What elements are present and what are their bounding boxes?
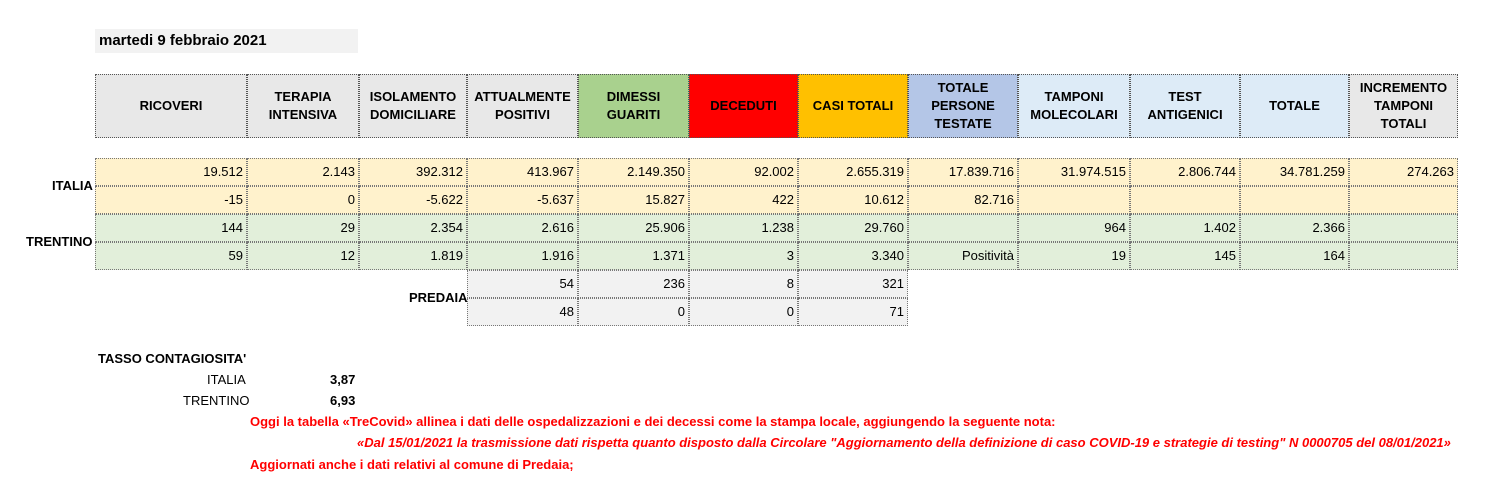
note-line-2: «Dal 15/01/2021 la trasmissione dati rispetta quanto disposto dalla Circolare "Aggiornamento della definizione di caso COVID-19 e strategie di testing" N 0000705 del 08/01/2021» (357, 435, 1451, 450)
trentino-row-1-cell[interactable]: 964 (1018, 214, 1130, 242)
italia-row-1-cell[interactable]: 2.149.350 (578, 158, 689, 186)
trentino-row-1-cell[interactable]: 1.402 (1130, 214, 1240, 242)
trentino-row-1-cell[interactable]: 29.760 (798, 214, 908, 242)
trentino-row-1-cell[interactable]: 2.616 (467, 214, 578, 242)
trentino-row-2-cell[interactable]: 19 (1018, 242, 1130, 270)
italia-row-1-cell[interactable]: 19.512 (95, 158, 247, 186)
trentino-row-1-cell[interactable]: 25.906 (578, 214, 689, 242)
predaia-row-2-cell[interactable]: 48 (467, 298, 578, 326)
trentino-row-1-cell[interactable] (1349, 214, 1458, 242)
italia-row-1-cell[interactable]: 392.312 (359, 158, 467, 186)
tasso-italia-label: ITALIA (207, 372, 246, 387)
italia-label: ITALIA (52, 178, 93, 193)
header-ricoveri[interactable]: RICOVERI (95, 74, 247, 138)
header-deceduti[interactable]: DECEDUTI (689, 74, 798, 138)
tasso-title: TASSO CONTAGIOSITA' (98, 351, 247, 366)
italia-row-1-cell[interactable]: 92.002 (689, 158, 798, 186)
header-isolamento-domiciliare[interactable]: ISOLAMENTO DOMICILIARE (359, 74, 467, 138)
date-cell[interactable]: martedi 9 febbraio 2021 (95, 29, 358, 53)
italia-row-1-cell[interactable]: 274.263 (1349, 158, 1458, 186)
trentino-row-2-cell[interactable]: 1.371 (578, 242, 689, 270)
trentino-row-2-cell[interactable]: 164 (1240, 242, 1349, 270)
tasso-italia-value: 3,87 (330, 372, 356, 387)
trentino-row-2-cell[interactable]: 1.819 (359, 242, 467, 270)
italia-row-2-cell[interactable] (1130, 186, 1240, 214)
note-line-1: Oggi la tabella «TreCovid» allinea i dati delle ospedalizzazioni e dei decessi come la stampa locale, aggiungendo la seguente nota: (250, 414, 1056, 429)
tasso-trentino-value: 6,93 (330, 393, 356, 408)
predaia-row-2-cell[interactable]: 0 (689, 298, 798, 326)
header-totale-persone-testate[interactable]: TOTALE PERSONE TESTATE (908, 74, 1018, 138)
italia-row-2-cell[interactable]: 0 (247, 186, 359, 214)
trentino-row-2-cell[interactable]: 12 (247, 242, 359, 270)
header-casi-totali[interactable]: CASI TOTALI (798, 74, 908, 138)
italia-row-2-cell[interactable] (1240, 186, 1349, 214)
italia-row-2-cell[interactable]: 10.612 (798, 186, 908, 214)
italia-row-2-cell[interactable]: 422 (689, 186, 798, 214)
header-incremento-tamponi-totali[interactable]: INCREMENTO TAMPONI TOTALI (1349, 74, 1458, 138)
trentino-row-2-cell[interactable]: 3.340 (798, 242, 908, 270)
italia-row-2-cell[interactable]: 82.716 (908, 186, 1018, 214)
header-attualmente-positivi[interactable]: ATTUALMENTE POSITIVI (467, 74, 578, 138)
italia-row-1-cell[interactable]: 17.839.716 (908, 158, 1018, 186)
italia-row-2-cell[interactable] (1349, 186, 1458, 214)
predaia-row-1-cell[interactable]: 321 (798, 270, 908, 298)
trentino-row-1-cell[interactable]: 1.238 (689, 214, 798, 242)
header-totale[interactable]: TOTALE (1240, 74, 1349, 138)
trentino-row-2-cell[interactable]: 145 (1130, 242, 1240, 270)
trentino-row-2-cell[interactable]: 3 (689, 242, 798, 270)
trentino-row-1-cell[interactable]: 144 (95, 214, 247, 242)
predaia-row-2-cell[interactable]: 71 (798, 298, 908, 326)
header-terapia-intensiva[interactable]: TERAPIA INTENSIVA (247, 74, 359, 138)
italia-row-1-cell[interactable]: 2.655.319 (798, 158, 908, 186)
header-test-antigenici[interactable]: TEST ANTIGENICI (1130, 74, 1240, 138)
italia-row-1-cell[interactable]: 413.967 (467, 158, 578, 186)
predaia-row-1-cell[interactable]: 8 (689, 270, 798, 298)
italia-row-1-cell[interactable]: 2.806.744 (1130, 158, 1240, 186)
header-tamponi-molecolari[interactable]: TAMPONI MOLECOLARI (1018, 74, 1130, 138)
predaia-row-1-cell[interactable]: 236 (578, 270, 689, 298)
trentino-label: TRENTINO (26, 234, 93, 249)
note-line-3: Aggiornati anche i dati relativi al comune di Predaia; (250, 457, 574, 472)
italia-row-1-cell[interactable]: 34.781.259 (1240, 158, 1349, 186)
header-dimessi-guariti[interactable]: DIMESSI GUARITI (578, 74, 689, 138)
trentino-row-1-cell[interactable] (908, 214, 1018, 242)
italia-row-2-cell[interactable]: -5.622 (359, 186, 467, 214)
predaia-row-1-cell[interactable]: 54 (467, 270, 578, 298)
italia-row-2-cell[interactable]: -5.637 (467, 186, 578, 214)
trentino-row-2-cell[interactable]: 59 (95, 242, 247, 270)
trentino-row-1-cell[interactable]: 2.354 (359, 214, 467, 242)
predaia-row-2-cell[interactable]: 0 (578, 298, 689, 326)
italia-row-1-cell[interactable]: 31.974.515 (1018, 158, 1130, 186)
italia-row-2-cell[interactable]: -15 (95, 186, 247, 214)
predaia-label: PREDAIA (409, 290, 468, 305)
trentino-row-1-cell[interactable]: 29 (247, 214, 359, 242)
trentino-row-2-cell[interactable] (1349, 242, 1458, 270)
italia-row-2-cell[interactable] (1018, 186, 1130, 214)
trentino-row-2-cell[interactable]: 1.916 (467, 242, 578, 270)
trentino-row-1-cell[interactable]: 2.366 (1240, 214, 1349, 242)
italia-row-1-cell[interactable]: 2.143 (247, 158, 359, 186)
italia-row-2-cell[interactable]: 15.827 (578, 186, 689, 214)
trentino-row-2-cell[interactable]: Positività (908, 242, 1018, 270)
tasso-trentino-label: TRENTINO (183, 393, 250, 408)
